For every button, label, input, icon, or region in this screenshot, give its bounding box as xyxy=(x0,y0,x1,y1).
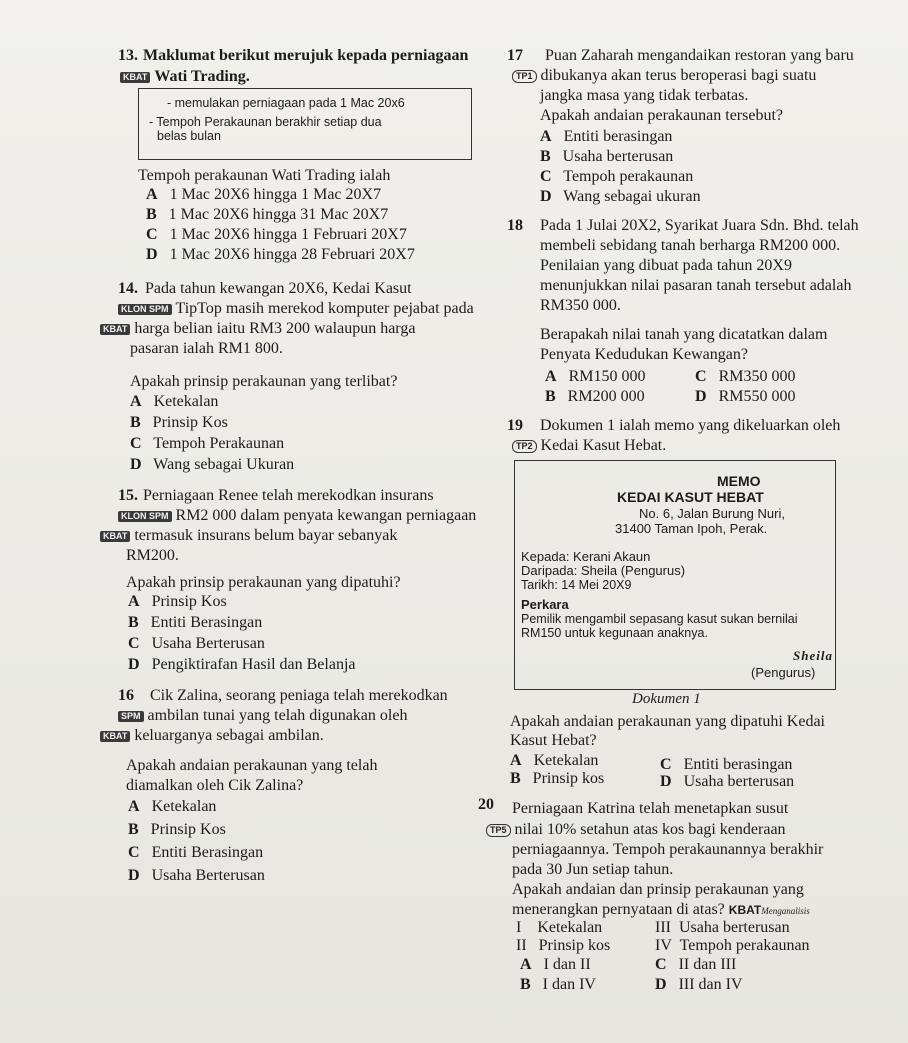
memo-sign-title: (Pengurus) xyxy=(751,665,816,680)
klon-spm-badge: KLON SPM xyxy=(118,511,172,522)
q20-statement: IV Tempoh perakaunan xyxy=(655,937,810,954)
q14-option-b[interactable]: B Prinsip Kos xyxy=(130,414,228,431)
q17-question: Apakah andaian perakaunan tersebut? xyxy=(540,107,783,124)
q19-option-d[interactable]: D Usaha berterusan xyxy=(660,773,795,790)
q16-option-a[interactable]: A Ketekalan xyxy=(128,798,217,815)
kbat-badge: KBAT xyxy=(728,903,762,917)
q20-question: Apakah andaian dan prinsip perakaunan yang xyxy=(512,881,804,898)
q15-option-d[interactable]: D Pengiktirafan Hasil dan Belanja xyxy=(128,656,356,673)
tp1-badge: TP1 xyxy=(512,70,537,83)
q16-number: 16 xyxy=(118,687,134,704)
q19-stem-line: TP2 Kedai Kasut Hebat. xyxy=(512,436,666,456)
q20-option-d[interactable]: D III dan IV xyxy=(655,976,743,993)
kbat-badge: KBAT xyxy=(100,324,130,335)
kbat-sub-label: Menganalisis xyxy=(761,906,810,916)
q18-option-b[interactable]: B RM200 000 xyxy=(545,388,645,405)
q14-option-c[interactable]: C Tempoh Perakaunan xyxy=(130,435,285,452)
memo-company: KEDAI KASUT HEBAT xyxy=(617,489,764,505)
memo-signature: Sheila xyxy=(793,648,833,663)
q19-question-line1: Apakah andaian perakaunan yang dipatuhi Kedai xyxy=(510,713,825,730)
tp5-badge: TP5 xyxy=(486,824,511,837)
q13-stem-line1: Maklumat berikut merujuk kepada perniagaan xyxy=(143,47,469,64)
q20-stem-line: perniagaannya. Tempoh perakaunannya berakhir xyxy=(512,841,824,858)
q14-option-d[interactable]: D Wang sebagai Ukuran xyxy=(130,456,295,473)
q17-number: 17 xyxy=(507,47,523,64)
q18-stem-line: RM350 000. xyxy=(540,297,621,314)
q20-statement: III Usaha berterusan xyxy=(655,919,790,936)
q17-stem-line: jangka masa yang tidak terbatas. xyxy=(540,87,749,104)
kbat-badge: KBAT xyxy=(120,72,150,83)
q15-number: 15. xyxy=(118,487,138,504)
q20-stem-line: pada 30 Jun setiap tahun. xyxy=(512,861,674,878)
q13-number: 13. xyxy=(118,47,138,64)
q20-stem-line: TP5 nilai 10% setahun atas kos bagi kenderaan xyxy=(486,820,786,840)
memo-date: Tarikh: 14 Mei 20X9 xyxy=(521,578,632,592)
q13-question: Tempoh perakaunan Wati Trading ialah xyxy=(138,167,391,184)
q17-stem-line: TP1 dibukanya akan terus beroperasi bagi suatu xyxy=(512,66,816,86)
q15-question: Apakah prinsip perakaunan yang dipatuhi? xyxy=(126,574,401,591)
q15-option-c[interactable]: C Usaha Berterusan xyxy=(128,635,265,652)
q15-stem-line: RM200. xyxy=(126,547,179,564)
memo-subject: Perkara xyxy=(521,597,569,612)
q17-option-b[interactable]: B Usaha berterusan xyxy=(540,148,674,165)
q15-option-b[interactable]: B Entiti Berasingan xyxy=(128,614,263,631)
klon-spm-badge: KLON SPM xyxy=(118,304,172,315)
kbat-badge: KBAT xyxy=(100,531,130,542)
q17-stem-line: Puan Zaharah mengandaikan restoran yang baru xyxy=(545,47,854,64)
q17-option-c[interactable]: C Tempoh perakaunan xyxy=(540,168,694,185)
q19-number: 19 xyxy=(507,417,523,434)
memo-document xyxy=(514,460,836,690)
q19-option-b[interactable]: B Prinsip kos xyxy=(510,770,605,787)
q13-option-d[interactable]: D 1 Mac 20X6 hingga 28 Februari 20X7 xyxy=(146,246,415,263)
q16-stem-line: Cik Zalina, seorang peniaga telah merekodkan xyxy=(150,687,448,704)
q14-stem-line: KBAT harga belian iaitu RM3 200 walaupun harga xyxy=(100,319,415,339)
q15-option-a[interactable]: A Prinsip Kos xyxy=(128,593,227,610)
q14-option-a[interactable]: A Ketekalan xyxy=(130,393,219,410)
spm-badge: SPM xyxy=(118,711,144,722)
q19-question-line2: Kasut Hebat? xyxy=(510,732,597,749)
q18-option-d[interactable]: D RM550 000 xyxy=(695,388,796,405)
q20-stem-line: Perniagaan Katrina telah menetapkan susut xyxy=(512,800,789,817)
memo-address: 31400 Taman Ipoh, Perak. xyxy=(615,521,768,536)
q13-info-box xyxy=(138,88,472,160)
q19-option-c[interactable]: C Entiti berasingan xyxy=(660,756,793,773)
q13-box-line: belas bulan xyxy=(157,129,221,143)
q19-stem-line: Dokumen 1 ialah memo yang dikeluarkan oleh xyxy=(540,417,841,434)
q13-option-b[interactable]: B 1 Mac 20X6 hingga 31 Mac 20X7 xyxy=(146,206,389,223)
q20-number: 20 xyxy=(478,796,494,813)
q15-stem-line: KLON SPM RM2 000 dalam penyata kewangan perniagaan xyxy=(118,506,476,526)
q18-number: 18 xyxy=(507,217,523,234)
q14-question: Apakah prinsip perakaunan yang terlibat? xyxy=(130,373,398,390)
q16-option-d[interactable]: D Usaha Berterusan xyxy=(128,867,265,884)
memo-body: RM150 untuk kegunaan anaknya. xyxy=(521,626,708,640)
q20-question: menerangkan pernyataan di atas? KBATMenganalisis xyxy=(512,901,810,918)
q13-option-c[interactable]: C 1 Mac 20X6 hingga 1 Februari 20X7 xyxy=(146,226,407,243)
q20-option-c[interactable]: C II dan III xyxy=(655,956,737,973)
memo-body: Pemilik mengambil sepasang kasut sukan bernilai xyxy=(521,612,798,626)
q15-stem-line: Perniagaan Renee telah merekodkan insurans xyxy=(143,487,434,504)
q18-stem-line: Penilaian yang dibuat pada tahun 20X9 xyxy=(540,257,792,274)
q16-option-b[interactable]: B Prinsip Kos xyxy=(128,821,226,838)
q20-statement: II Prinsip kos xyxy=(516,937,611,954)
q20-option-a[interactable]: A I dan II xyxy=(520,956,591,973)
memo-to: Kepada: Kerani Akaun xyxy=(521,549,651,564)
q16-question-line2: diamalkan oleh Cik Zalina? xyxy=(126,777,304,794)
q15-stem-line: KBAT termasuk insurans belum bayar sebanyak xyxy=(100,526,397,546)
q16-stem-line: SPM ambilan tunai yang telah digunakan oleh xyxy=(118,706,407,726)
memo-caption: Dokumen 1 xyxy=(632,691,701,707)
q14-stem-line: Pada tahun kewangan 20X6, Kedai Kasut xyxy=(145,280,412,297)
q13-stem-text: Wati Trading. xyxy=(154,68,250,85)
q13-option-a[interactable]: A 1 Mac 20X6 hingga 1 Mac 20X7 xyxy=(146,186,382,203)
q16-option-c[interactable]: C Entiti Berasingan xyxy=(128,844,264,861)
q14-number: 14. xyxy=(118,280,138,297)
q18-question: Penyata Kedudukan Kewangan? xyxy=(540,346,748,363)
q14-stem-line: KLON SPM TipTop masih merekod komputer pejabat pada xyxy=(118,299,474,319)
memo-address: No. 6, Jalan Burung Nuri, xyxy=(639,506,785,521)
kbat-badge: KBAT xyxy=(100,731,130,742)
q13-stem-line2 xyxy=(120,67,250,87)
tp2-badge: TP2 xyxy=(512,440,537,453)
q16-stem-line: KBAT keluarganya sebagai ambilan. xyxy=(100,726,324,746)
q18-question: Berapakah nilai tanah yang dicatatkan dalam xyxy=(540,326,828,343)
q20-option-b[interactable]: B I dan IV xyxy=(520,976,596,993)
q18-stem-line: menunjukkan nilai pasaran tanah tersebut adalah xyxy=(540,277,852,294)
memo-title: MEMO xyxy=(717,473,761,489)
q13-box-line: - memulakan perniagaan pada 1 Mac 20x6 xyxy=(167,96,405,110)
q18-stem-line: membeli sebidang tanah berharga RM200 000. xyxy=(540,237,841,254)
q17-option-d[interactable]: D Wang sebagai ukuran xyxy=(540,188,701,205)
q16-question-line1: Apakah andaian perakaunan yang telah xyxy=(126,757,378,774)
q13-box-line: - Tempoh Perakaunan berakhir setiap dua xyxy=(149,115,382,129)
q18-option-a[interactable]: A RM150 000 xyxy=(545,368,646,385)
q14-stem-line: pasaran ialah RM1 800. xyxy=(130,340,283,357)
q20-statement: I Ketekalan xyxy=(516,919,603,936)
q18-option-c[interactable]: C RM350 000 xyxy=(695,368,796,385)
q17-option-a[interactable]: A Entiti berasingan xyxy=(540,128,673,145)
q18-stem-line: Pada 1 Julai 20X2, Syarikat Juara Sdn. Bhd. telah xyxy=(540,217,859,234)
memo-from: Daripada: Sheila (Pengurus) xyxy=(521,563,686,578)
q19-option-a[interactable]: A Ketekalan xyxy=(510,752,599,769)
